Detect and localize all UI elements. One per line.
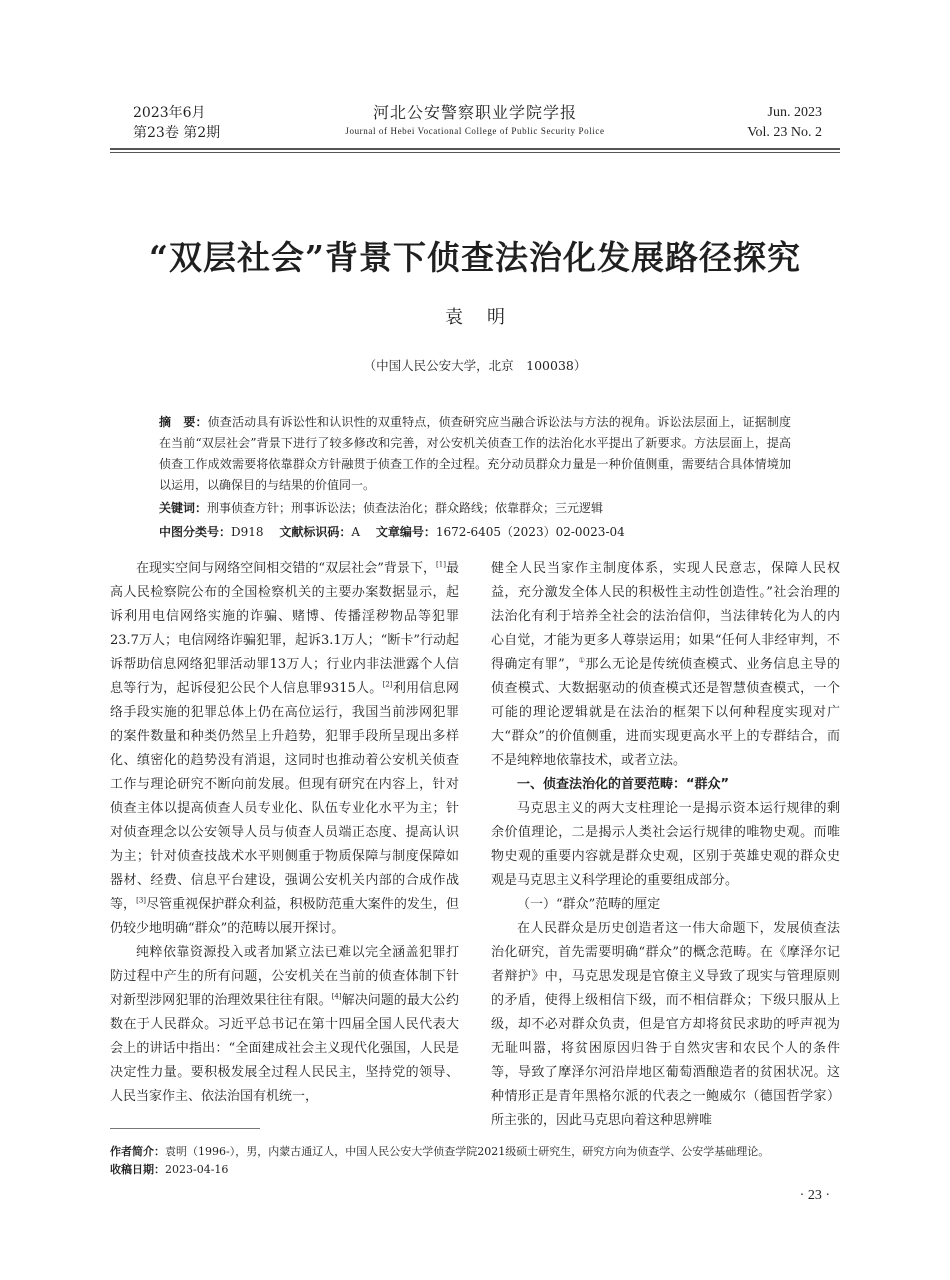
abstract	[159, 412, 791, 496]
author-bio	[110, 1143, 850, 1161]
citation-ref: [2]	[382, 680, 393, 689]
doc-code-value: A	[351, 525, 361, 539]
journal-name-en: Journal of Hebei Vocational College of Public Security Police	[345, 126, 605, 136]
issue-volume-cn: 第23卷 第2期	[133, 125, 221, 141]
author-bio-label: 作者简介：	[110, 1145, 165, 1158]
paragraph: 在人民群众是历史创造者这一伟大命题下，发展侦查法治化研究，首先需要明确“群众”的概念范畴。在《摩泽尔记者辩护》中，马克思发现是官僚主义导致了现实与管理原则的矛盾，使得上级相信下级，而不相信群众；下级只服从上级，却不必对群众负责，但是官方却将贫民求助的呼声视为无耻叫嚣，将贫困原因归咎于自然灾害和农民个人的条件等，导致了摩泽尔河沿岸地区葡萄酒酿造者的贫困状况。这种情形正是青年黑格尔派的代表之一鲍威尔（德国哲学家）所主张的，因此马克思向着这种思辨唯	[491, 921, 840, 1128]
issue-date-cn: 2023年6月	[133, 105, 206, 121]
article-no-label: 文章编号：	[375, 525, 436, 539]
citation-ref: [3]	[136, 896, 147, 905]
subsection-heading: （一）“群众”范畴的厘定	[517, 897, 661, 912]
footnote-rule	[110, 1128, 260, 1129]
header-rule-thin	[110, 152, 840, 153]
received-date	[110, 1161, 850, 1179]
abstract-label: 摘 要：	[159, 415, 208, 429]
author-affiliation: （中国人民公安大学，北京 100038）	[363, 358, 587, 373]
keywords	[159, 498, 791, 519]
issue-volume-en: Vol. 23 No. 2	[747, 125, 822, 140]
footnote-mark: ①	[578, 656, 586, 665]
clc-value: D918	[231, 525, 264, 539]
body-column-right	[491, 557, 840, 1133]
doc-code-label: 文献标识码：	[279, 525, 352, 539]
received-label: 收稿日期：	[110, 1163, 165, 1176]
author-bio-text: 袁明（1996-），男，内蒙古通辽人，中国人民公安大学侦查学院2021级硕士研究生，研究方向为侦查学、公安学基础理论。	[165, 1145, 770, 1158]
abstract-text: 侦查活动具有诉讼性和认识性的双重特点，侦查研究应当融合诉讼法与方法的视角。诉讼法层面上，证据制度在当前“双层社会”背景下进行了较多修改和完善，对公安机关侦查工作的法治化水平提出了新要求。方法层面上，提高侦查工作成效需要将依靠群众方针融贯于侦查工作的全过程。充分动员群众力量是一种价值侧重，需要结合具体情境加以运用，以确保目的与结果的价值同一。	[159, 415, 791, 492]
paragraph: 马克思主义的两大支柱理论一是揭示资本运行规律的剩余价值理论，二是揭示人类社会运行规律的唯物史观。而唯物史观的重要内容就是群众史观，区别于英雄史观的群众史观是马克思主义科学理论的重要组成部分。	[491, 801, 840, 888]
article-no-value: 1672-6405（2023）02-0023-04	[435, 525, 625, 539]
citation-ref: [4]	[331, 992, 342, 1001]
article-title: “双层社会”背景下侦查法治化发展路径探究	[149, 238, 801, 277]
classification-line	[159, 522, 791, 543]
page-number: · 23 ·	[799, 1188, 830, 1203]
keywords-text: 刑事侦查方针；刑事诉讼法；侦查法治化；群众路线；依靠群众；三元逻辑	[207, 501, 604, 515]
received-value: 2023-04-16	[165, 1163, 229, 1176]
citation-ref: [1]	[436, 560, 446, 569]
issue-date-en: Jun. 2023	[767, 105, 822, 120]
body-column-left	[110, 557, 459, 1109]
header-left	[133, 103, 220, 143]
header-right	[747, 103, 822, 143]
section-heading: 一、侦查法治化的首要范畴：“群众”	[517, 777, 730, 792]
paragraph: 在现实空间与网络空间相交错的“双层社会”背景下，[1]最高人民检察院公布的全国检察机关的主要办案数据显示，起诉利用电信网络实施的诈骗、赌博、传播淫秽物品等犯罪23.7万人；电信网络诈骗犯罪，起诉3.1万人；“断卡”行动起诉帮助信息网络犯罪活动罪13万人；行业内非法泄露个人信息等行为，起诉侵犯公民个人信息罪9315人。[2]利用信息网络手段实施的犯罪总体上仍在高位运行，我国当前涉网犯罪的案件数量和种类仍然呈上升趋势，犯罪手段所呈现出多样化、缜密化的趋势没有消退，这同时也推动着公安机关侦查工作与理论研究不断向前发展。但现有研究在内容上，针对侦查主体以提高侦查人员专业化、队伍专业化水平为主；针对侦查理念以公安领导人员与侦查人员端正态度、提高认识为主；针对侦查技战术水平则侧重于物质保障与制度保障如器材、经费、信息平台建设，强调公安机关内部的合成作战等，[3]尽管重视保护群众利益，积极防范重大案件的发生，但仍较少地明确“群众”的范畴以展开探讨。	[110, 560, 459, 936]
article-author: 袁明	[445, 307, 529, 328]
header-journal	[300, 103, 650, 139]
keywords-label: 关键词：	[159, 501, 208, 515]
header-rule-thick	[110, 148, 840, 150]
clc-label: 中图分类号：	[159, 525, 232, 539]
journal-name-cn: 河北公安警察职业学院学报	[372, 103, 577, 122]
paragraph: 纯粹依靠资源投入或者加紧立法已难以完全涵盖犯罪打防过程中产生的所有问题，公安机关在当前的侦查体制下针对新型涉网犯罪的治理效果往往有限。[4]解决问题的最大公约数在于人民群众。习近平总书记在第十四届全国人民代表大会上的讲话中指出：“全面建成社会主义现代化强国，人民是决定性力量。要积极发展全过程人民民主，坚持党的领导、人民当家作主、依法治国有机统一，	[110, 945, 459, 1104]
paragraph: 健全人民当家作主制度体系，实现人民意志，保障人民权益，充分激发全体人民的积极性主动性创造性。”社会治理的法治化有利于培养全社会的法治信仰，当法律转化为人的内心自觉，才能为更多人尊崇运用；如果“任何人非经审判，不得确定有罪”，①那么无论是传统侦查模式、业务信息主导的侦查模式、大数据驱动的侦查模式还是智慧侦查模式，一个可能的理论逻辑就是在法治的框架下以何种程度实现对广大“群众”的价值侧重，进而实现更高水平上的专群结合，而不是纯粹地依靠技术，或者立法。	[491, 561, 840, 768]
